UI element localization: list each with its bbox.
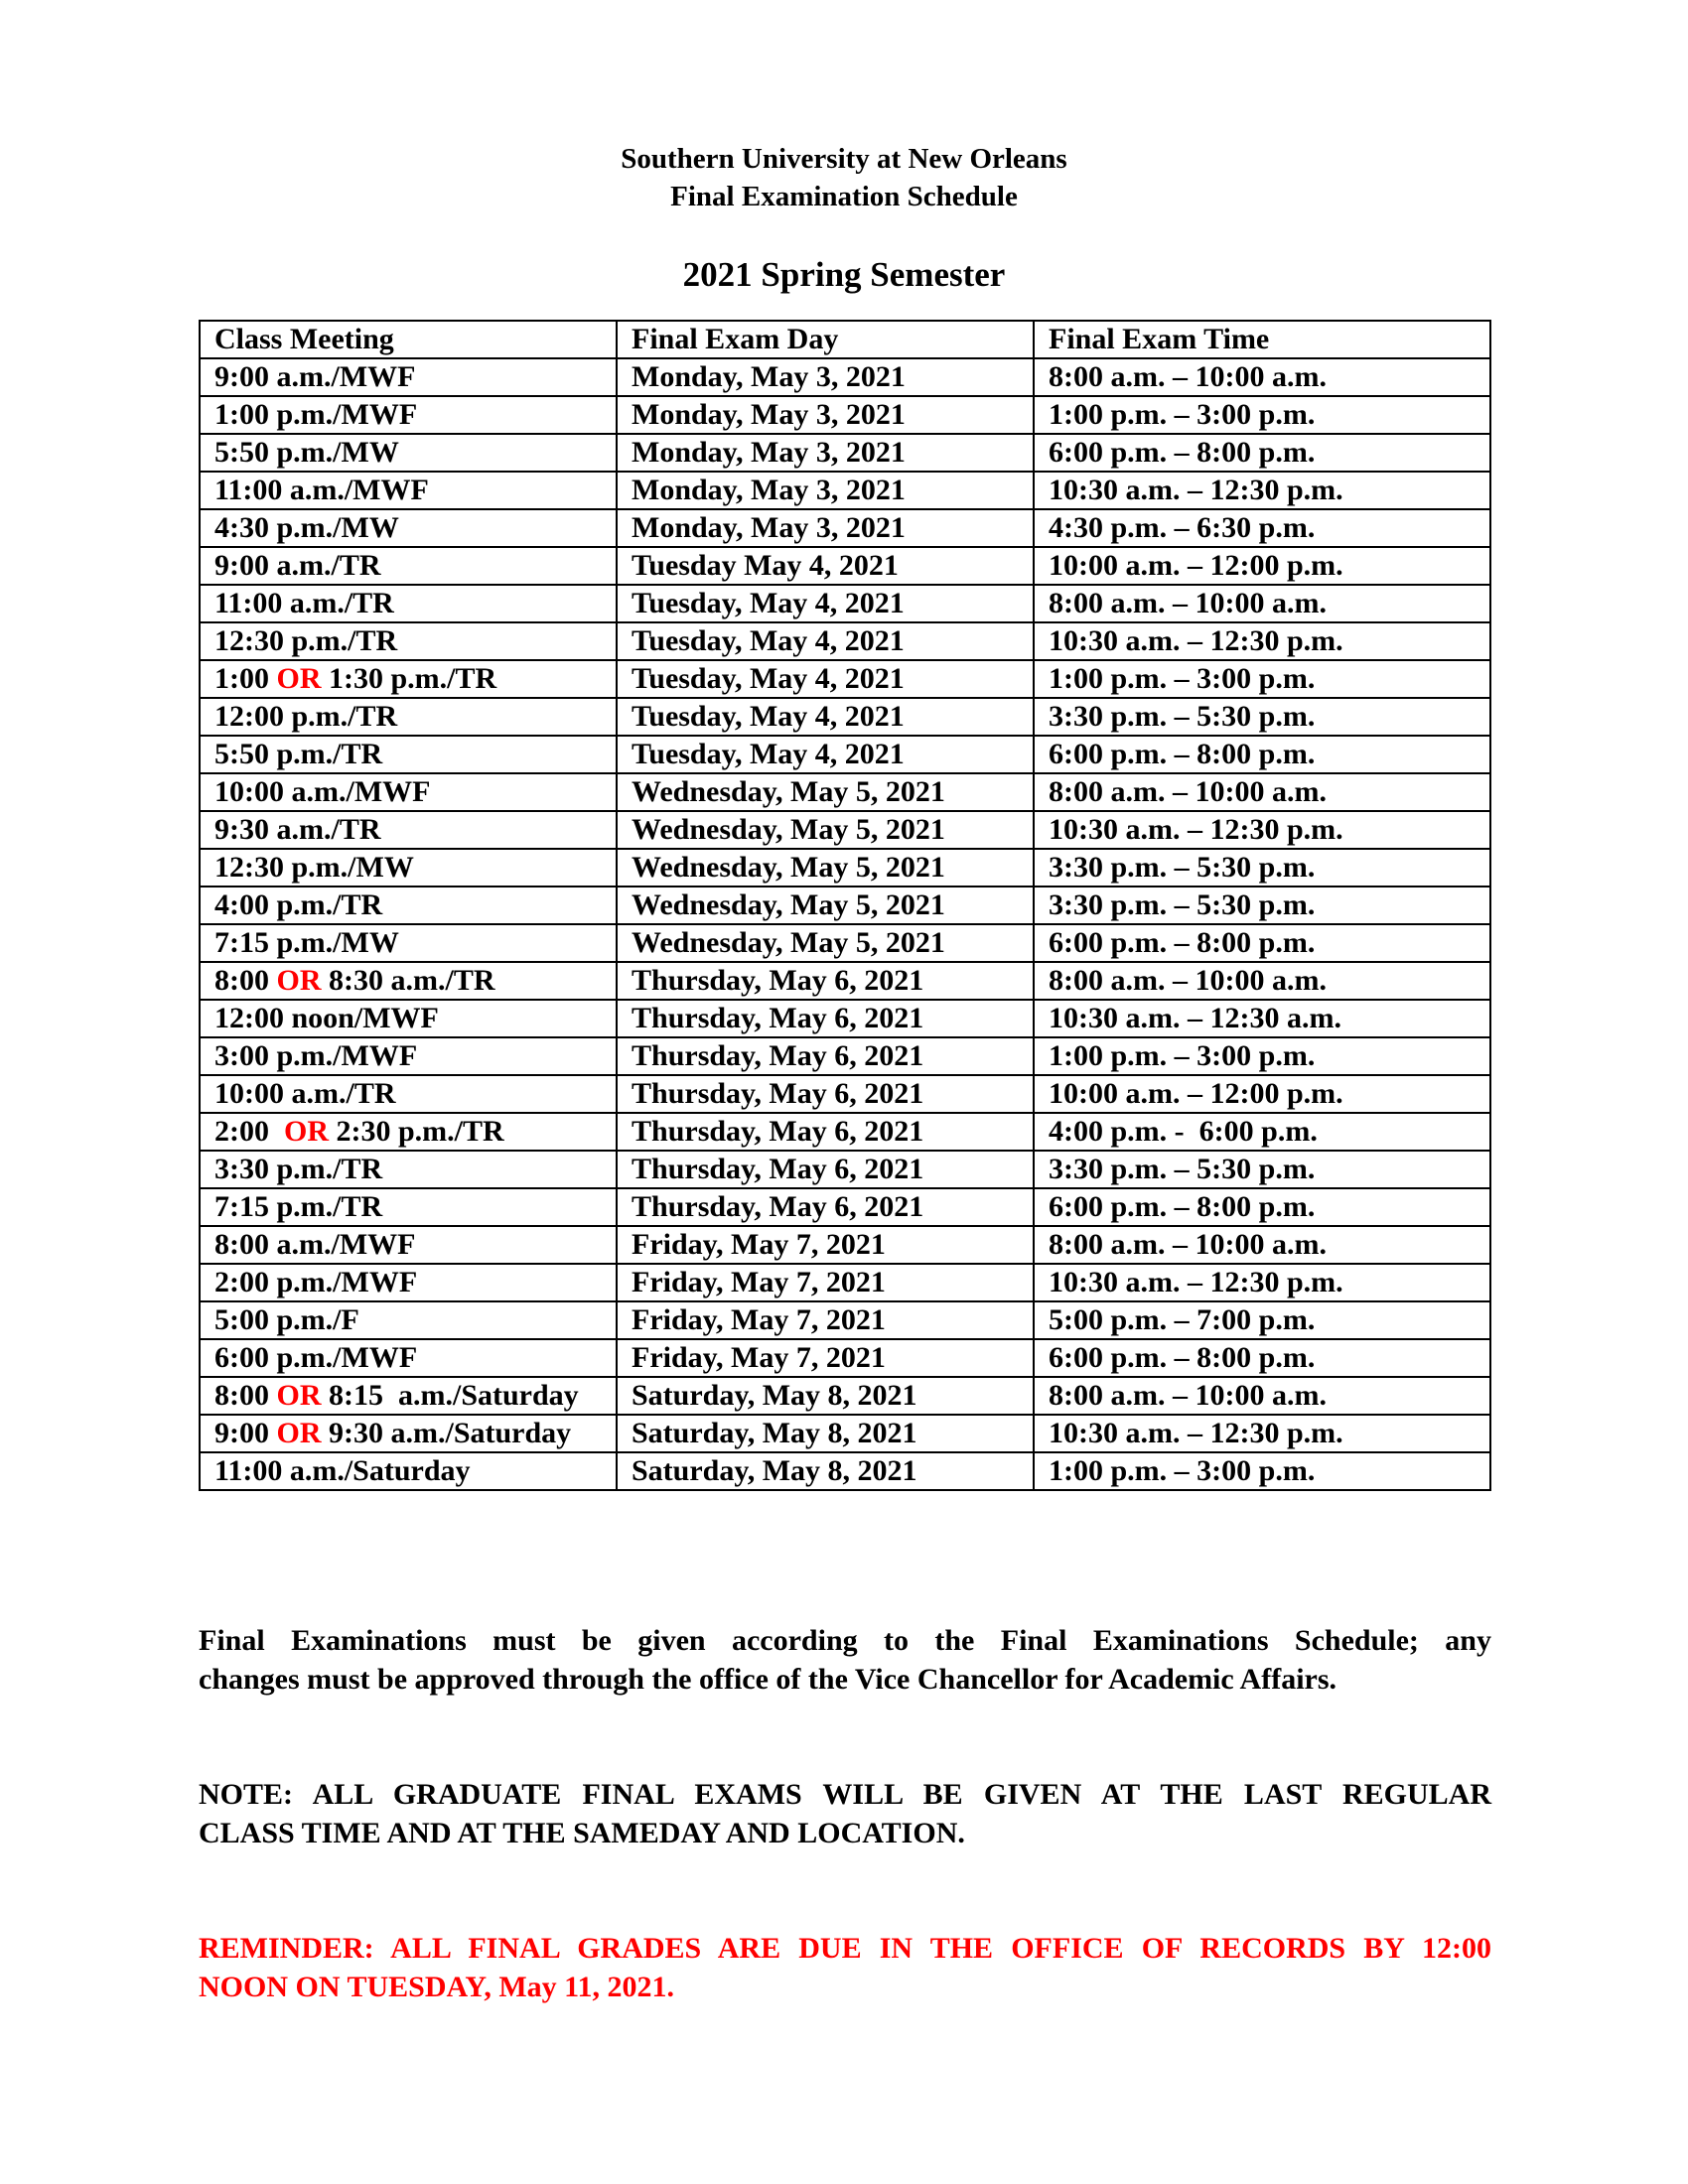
cell-class-meeting bbox=[200, 1377, 617, 1415]
table-row bbox=[200, 1113, 1490, 1151]
or-highlight: OR bbox=[284, 1115, 329, 1148]
cell-class-meeting bbox=[200, 509, 617, 547]
cell-exam-time: 10:30 a.m. – 12:30 p.m. bbox=[1034, 811, 1490, 849]
class-meeting-text: 11:00 a.m./Saturday bbox=[214, 1454, 471, 1487]
table-row bbox=[200, 358, 1490, 396]
graduate-note-line: CLASS TIME AND AT THE SAMEDAY AND LOCATION. bbox=[199, 1817, 965, 1849]
cell-exam-time: 6:00 p.m. – 8:00 p.m. bbox=[1034, 434, 1490, 472]
cell-exam-time: 1:00 p.m. – 3:00 p.m. bbox=[1034, 1452, 1490, 1490]
cell-class-meeting bbox=[200, 1151, 617, 1188]
table-header-row bbox=[200, 321, 1490, 358]
cell-exam-day: Tuesday, May 4, 2021 bbox=[617, 622, 1034, 660]
table-row bbox=[200, 1452, 1490, 1490]
cell-exam-time: 10:00 a.m. – 12:00 p.m. bbox=[1034, 1075, 1490, 1113]
or-highlight: OR bbox=[276, 964, 322, 997]
cell-class-meeting bbox=[200, 1452, 617, 1490]
cell-exam-day: Thursday, May 6, 2021 bbox=[617, 1075, 1034, 1113]
class-meeting-text: 7:15 p.m./MW bbox=[214, 926, 399, 959]
class-meeting-text: 8:00 bbox=[214, 1379, 277, 1412]
cell-exam-day: Monday, May 3, 2021 bbox=[617, 358, 1034, 396]
grades-reminder-line: REMINDER: ALL FINAL GRADES ARE DUE IN THE OFFICE OF RECORDS BY 12:00 bbox=[199, 1932, 1491, 1965]
class-meeting-text: 8:00 bbox=[214, 964, 277, 997]
cell-exam-time: 10:30 a.m. – 12:30 a.m. bbox=[1034, 1000, 1490, 1037]
table-row bbox=[200, 773, 1490, 811]
cell-class-meeting bbox=[200, 1226, 617, 1264]
cell-class-meeting bbox=[200, 622, 617, 660]
class-meeting-text: 12:00 noon/MWF bbox=[214, 1002, 439, 1034]
cell-exam-day: Tuesday, May 4, 2021 bbox=[617, 698, 1034, 736]
policy-note-line: changes must be approved through the office of the Vice Chancellor for Academic Affairs. bbox=[199, 1663, 1337, 1696]
class-meeting-text: 9:30 a.m./Saturday bbox=[321, 1417, 572, 1449]
class-meeting-text: 11:00 a.m./MWF bbox=[214, 474, 429, 506]
table-row bbox=[200, 472, 1490, 509]
cell-exam-day: Saturday, May 8, 2021 bbox=[617, 1377, 1034, 1415]
table-body bbox=[200, 358, 1490, 1490]
cell-exam-day: Tuesday May 4, 2021 bbox=[617, 547, 1034, 585]
cell-class-meeting bbox=[200, 811, 617, 849]
cell-exam-day: Thursday, May 6, 2021 bbox=[617, 1037, 1034, 1075]
table-row bbox=[200, 1301, 1490, 1339]
cell-exam-day: Wednesday, May 5, 2021 bbox=[617, 811, 1034, 849]
class-meeting-text: 8:15 a.m./Saturday bbox=[321, 1379, 579, 1412]
cell-class-meeting bbox=[200, 434, 617, 472]
cell-exam-time: 8:00 a.m. – 10:00 a.m. bbox=[1034, 962, 1490, 1000]
cell-class-meeting bbox=[200, 773, 617, 811]
cell-class-meeting bbox=[200, 1264, 617, 1301]
class-meeting-text: 6:00 p.m./MWF bbox=[214, 1341, 418, 1374]
class-meeting-text: 3:00 p.m./MWF bbox=[214, 1039, 418, 1072]
cell-exam-time: 6:00 p.m. – 8:00 p.m. bbox=[1034, 924, 1490, 962]
table-row bbox=[200, 1339, 1490, 1377]
cell-exam-day: Monday, May 3, 2021 bbox=[617, 472, 1034, 509]
semester-title: 2021 Spring Semester bbox=[682, 255, 1006, 294]
cell-exam-day: Wednesday, May 5, 2021 bbox=[617, 924, 1034, 962]
table-row bbox=[200, 1226, 1490, 1264]
table-row bbox=[200, 1075, 1490, 1113]
cell-exam-day: Tuesday, May 4, 2021 bbox=[617, 736, 1034, 773]
cell-exam-time: 10:30 a.m. – 12:30 p.m. bbox=[1034, 472, 1490, 509]
table-row bbox=[200, 811, 1490, 849]
column-header-exam-day: Final Exam Day bbox=[617, 321, 1034, 358]
exam-schedule-table bbox=[199, 320, 1491, 1491]
table-row bbox=[200, 1377, 1490, 1415]
cell-class-meeting bbox=[200, 1339, 617, 1377]
cell-exam-day: Thursday, May 6, 2021 bbox=[617, 1113, 1034, 1151]
class-meeting-text: 3:30 p.m./TR bbox=[214, 1153, 383, 1185]
cell-exam-time: 6:00 p.m. – 8:00 p.m. bbox=[1034, 1339, 1490, 1377]
cell-class-meeting bbox=[200, 1415, 617, 1452]
class-meeting-text: 8:30 a.m./TR bbox=[321, 964, 495, 997]
grades-reminder-line: NOON ON TUESDAY, May 11, 2021. bbox=[199, 1971, 674, 2003]
cell-exam-day: Monday, May 3, 2021 bbox=[617, 396, 1034, 434]
cell-exam-day: Thursday, May 6, 2021 bbox=[617, 1188, 1034, 1226]
cell-exam-time: 6:00 p.m. – 8:00 p.m. bbox=[1034, 1188, 1490, 1226]
table-row bbox=[200, 1000, 1490, 1037]
cell-exam-day: Wednesday, May 5, 2021 bbox=[617, 773, 1034, 811]
cell-exam-day: Friday, May 7, 2021 bbox=[617, 1264, 1034, 1301]
cell-class-meeting bbox=[200, 924, 617, 962]
cell-exam-time: 8:00 a.m. – 10:00 a.m. bbox=[1034, 358, 1490, 396]
table-row bbox=[200, 962, 1490, 1000]
cell-class-meeting bbox=[200, 962, 617, 1000]
graduate-note bbox=[199, 1775, 1491, 1852]
column-header-class-meeting: Class Meeting bbox=[200, 321, 617, 358]
class-meeting-text: 4:00 p.m./TR bbox=[214, 888, 383, 921]
class-meeting-text: 9:00 bbox=[214, 1417, 277, 1449]
cell-exam-day: Wednesday, May 5, 2021 bbox=[617, 887, 1034, 924]
cell-exam-time: 4:00 p.m. - 6:00 p.m. bbox=[1034, 1113, 1490, 1151]
table-row bbox=[200, 660, 1490, 698]
column-header-exam-time: Final Exam Time bbox=[1034, 321, 1490, 358]
cell-exam-day: Friday, May 7, 2021 bbox=[617, 1301, 1034, 1339]
table-row bbox=[200, 1188, 1490, 1226]
cell-class-meeting bbox=[200, 1113, 617, 1151]
cell-exam-day: Thursday, May 6, 2021 bbox=[617, 1000, 1034, 1037]
cell-exam-time: 3:30 p.m. – 5:30 p.m. bbox=[1034, 698, 1490, 736]
class-meeting-text: 5:50 p.m./TR bbox=[214, 738, 383, 770]
policy-note-line: Final Examinations must be given according to the Final Examinations Schedule; any bbox=[199, 1624, 1491, 1657]
document-title: Final Examination Schedule bbox=[670, 181, 1018, 212]
class-meeting-text: 9:00 a.m./TR bbox=[214, 549, 381, 582]
class-meeting-text: 11:00 a.m./TR bbox=[214, 587, 394, 619]
cell-exam-day: Tuesday, May 4, 2021 bbox=[617, 585, 1034, 622]
cell-exam-time: 10:30 a.m. – 12:30 p.m. bbox=[1034, 1264, 1490, 1301]
table-row bbox=[200, 585, 1490, 622]
cell-class-meeting bbox=[200, 1075, 617, 1113]
cell-exam-time: 8:00 a.m. – 10:00 a.m. bbox=[1034, 773, 1490, 811]
cell-exam-time: 6:00 p.m. – 8:00 p.m. bbox=[1034, 736, 1490, 773]
table-row bbox=[200, 736, 1490, 773]
table-row bbox=[200, 434, 1490, 472]
cell-class-meeting bbox=[200, 585, 617, 622]
cell-class-meeting bbox=[200, 698, 617, 736]
or-highlight: OR bbox=[276, 1379, 322, 1412]
cell-exam-time: 3:30 p.m. – 5:30 p.m. bbox=[1034, 887, 1490, 924]
class-meeting-text: 2:30 p.m./TR bbox=[329, 1115, 504, 1148]
cell-class-meeting bbox=[200, 472, 617, 509]
cell-exam-day: Thursday, May 6, 2021 bbox=[617, 1151, 1034, 1188]
cell-class-meeting bbox=[200, 1000, 617, 1037]
cell-exam-time: 8:00 a.m. – 10:00 a.m. bbox=[1034, 1226, 1490, 1264]
cell-class-meeting bbox=[200, 1301, 617, 1339]
class-meeting-text: 12:00 p.m./TR bbox=[214, 700, 398, 733]
class-meeting-text: 9:00 a.m./MWF bbox=[214, 360, 416, 393]
table-row bbox=[200, 1264, 1490, 1301]
cell-class-meeting bbox=[200, 660, 617, 698]
class-meeting-text: 9:30 a.m./TR bbox=[214, 813, 381, 846]
table-row bbox=[200, 622, 1490, 660]
table-row bbox=[200, 1415, 1490, 1452]
policy-note bbox=[199, 1621, 1491, 1699]
class-meeting-text: 1:00 bbox=[214, 662, 277, 695]
class-meeting-text: 1:00 p.m./MWF bbox=[214, 398, 418, 431]
table-row bbox=[200, 1151, 1490, 1188]
cell-exam-time: 4:30 p.m. – 6:30 p.m. bbox=[1034, 509, 1490, 547]
table-row bbox=[200, 698, 1490, 736]
class-meeting-text: 10:00 a.m./MWF bbox=[214, 775, 431, 808]
table-row bbox=[200, 924, 1490, 962]
cell-exam-day: Friday, May 7, 2021 bbox=[617, 1226, 1034, 1264]
class-meeting-text: 2:00 p.m./MWF bbox=[214, 1266, 418, 1298]
class-meeting-text: 4:30 p.m./MW bbox=[214, 511, 399, 544]
cell-class-meeting bbox=[200, 1188, 617, 1226]
class-meeting-text: 2:00 bbox=[214, 1115, 284, 1148]
class-meeting-text: 12:30 p.m./MW bbox=[214, 851, 414, 884]
cell-exam-time: 1:00 p.m. – 3:00 p.m. bbox=[1034, 396, 1490, 434]
table-row bbox=[200, 849, 1490, 887]
cell-class-meeting bbox=[200, 849, 617, 887]
class-meeting-text: 7:15 p.m./TR bbox=[214, 1190, 383, 1223]
table-row bbox=[200, 396, 1490, 434]
cell-class-meeting bbox=[200, 887, 617, 924]
cell-exam-time: 10:30 a.m. – 12:30 p.m. bbox=[1034, 622, 1490, 660]
cell-exam-day: Monday, May 3, 2021 bbox=[617, 434, 1034, 472]
cell-exam-day: Friday, May 7, 2021 bbox=[617, 1339, 1034, 1377]
or-highlight: OR bbox=[276, 662, 322, 695]
table-row bbox=[200, 1037, 1490, 1075]
class-meeting-text: 12:30 p.m./TR bbox=[214, 624, 398, 657]
class-meeting-text: 8:00 a.m./MWF bbox=[214, 1228, 416, 1261]
cell-exam-time: 3:30 p.m. – 5:30 p.m. bbox=[1034, 1151, 1490, 1188]
cell-exam-time: 8:00 a.m. – 10:00 a.m. bbox=[1034, 585, 1490, 622]
cell-exam-time: 3:30 p.m. – 5:30 p.m. bbox=[1034, 849, 1490, 887]
cell-class-meeting bbox=[200, 1037, 617, 1075]
cell-exam-time: 10:00 a.m. – 12:00 p.m. bbox=[1034, 547, 1490, 585]
cell-exam-day: Tuesday, May 4, 2021 bbox=[617, 660, 1034, 698]
class-meeting-text: 10:00 a.m./TR bbox=[214, 1077, 396, 1110]
graduate-note-line: NOTE: ALL GRADUATE FINAL EXAMS WILL BE GIVEN AT THE LAST REGULAR bbox=[199, 1778, 1491, 1811]
cell-class-meeting bbox=[200, 396, 617, 434]
cell-exam-time: 10:30 a.m. – 12:30 p.m. bbox=[1034, 1415, 1490, 1452]
class-meeting-text: 5:50 p.m./MW bbox=[214, 436, 399, 469]
cell-exam-time: 8:00 a.m. – 10:00 a.m. bbox=[1034, 1377, 1490, 1415]
cell-exam-time: 1:00 p.m. – 3:00 p.m. bbox=[1034, 1037, 1490, 1075]
cell-exam-day: Wednesday, May 5, 2021 bbox=[617, 849, 1034, 887]
university-name: Southern University at New Orleans bbox=[621, 143, 1067, 175]
table-row bbox=[200, 887, 1490, 924]
table-row bbox=[200, 547, 1490, 585]
cell-exam-time: 5:00 p.m. – 7:00 p.m. bbox=[1034, 1301, 1490, 1339]
cell-exam-day: Saturday, May 8, 2021 bbox=[617, 1415, 1034, 1452]
grades-reminder bbox=[199, 1929, 1491, 2006]
or-highlight: OR bbox=[276, 1417, 322, 1449]
table-row bbox=[200, 509, 1490, 547]
class-meeting-text: 5:00 p.m./F bbox=[214, 1303, 359, 1336]
cell-exam-day: Monday, May 3, 2021 bbox=[617, 509, 1034, 547]
class-meeting-text: 1:30 p.m./TR bbox=[321, 662, 497, 695]
cell-exam-day: Thursday, May 6, 2021 bbox=[617, 962, 1034, 1000]
cell-class-meeting bbox=[200, 358, 617, 396]
cell-class-meeting bbox=[200, 547, 617, 585]
cell-class-meeting bbox=[200, 736, 617, 773]
cell-exam-time: 1:00 p.m. – 3:00 p.m. bbox=[1034, 660, 1490, 698]
cell-exam-day: Saturday, May 8, 2021 bbox=[617, 1452, 1034, 1490]
